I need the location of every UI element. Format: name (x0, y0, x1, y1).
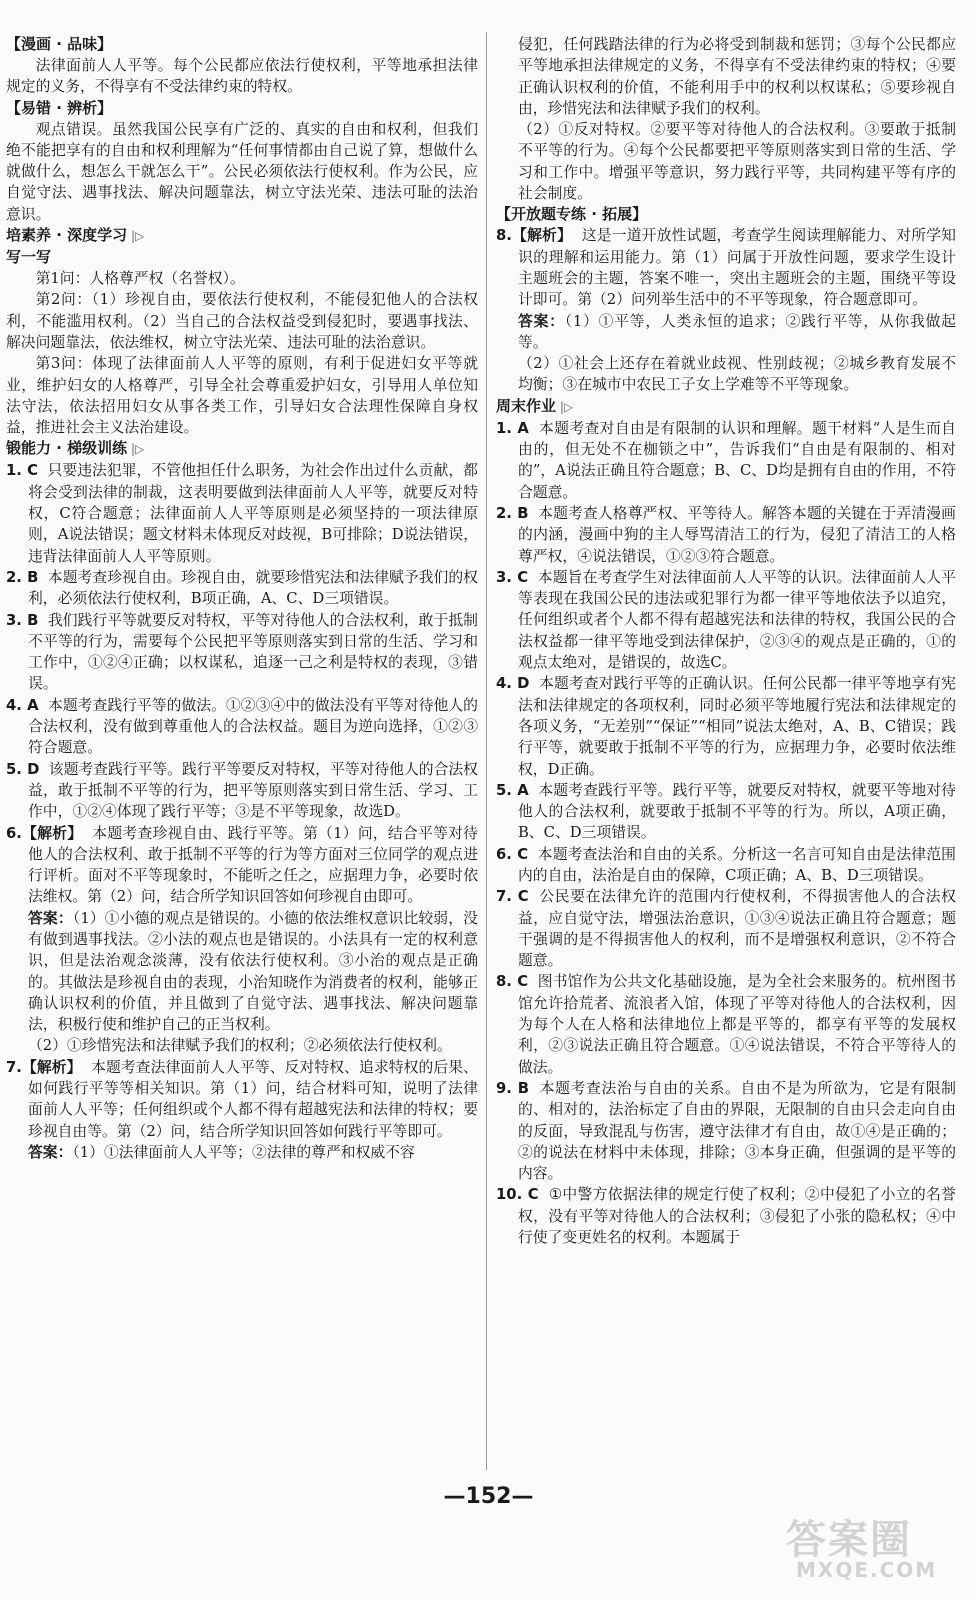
section-title (496, 396, 956, 418)
left-column (6, 34, 478, 1163)
answer-number: 2. B (496, 504, 529, 522)
paragraph: 第3问：体现了法律面前人人平等的原则，有利于促进妇女平等就业，维护妇女的人格尊严，引导全社会尊重爱护妇女，引导用人单位知法守法，依法招用妇女从事各类工作，引导妇女合法理性保障自身权益，推进社会主义法治建设。 (6, 355, 478, 437)
answer-text: 本题考查法治与自由的关系。自由不是为所欲为，它是有限制的、相对的，法治标定了自由的界限，无限制的自由只会走向自由的反面，导致混乱与伤害，遵守法律才有自由，故①④是正确的；②的说法在材料中未体现，排除；③本身正确，但强调的是平等的内容。 (518, 1079, 956, 1183)
answer-detail: 答案：（1）①法律面前人人平等；②法律的尊严和权威不容 (28, 1143, 415, 1161)
section-heading: 【漫画 · 品味】 (6, 35, 113, 53)
answer-text: 本题旨在考查学生对法律面前人人平等的认识。法律面前人人平等表现在我国公民的违法或犯罪行为都一律平等地依法予以追究，任何组织或者个人都不得有超越宪法和法律的特权，我国公民的合法权益都一律平等地受到法律保护，②③④的观点是正确的，①的观点太绝对，是错误的，故选C。 (518, 568, 956, 672)
watermark-url: MXQE.COM (796, 1558, 938, 1582)
answer-item (6, 610, 478, 695)
paragraph: 第2问：（1）珍视自由，要依法行使权利，不能侵犯他人的合法权利，不能滥用权利。（2）当自己的合法权益受到侵犯时，要遇事找法、解决问题靠法，依法维权，树立守法光荣、违法可耻的法治意识。 (6, 291, 478, 351)
answer-detail: 侵犯，任何践踏法律的行为必将受到制裁和惩罚；③每个公民都应平等地承担法律规定的义务，不得享有不受法律约束的特权；④要正确认识权利的价值，不能利用手中的权利以权谋私；⑤要珍视自由，珍惜宪法和法律赋予我们的权利。 (518, 36, 956, 117)
answer-item (6, 695, 478, 759)
answer-number: 4. D (496, 675, 530, 693)
answer-item (496, 503, 956, 567)
answer-number: 3. C (496, 568, 529, 586)
column-divider (486, 32, 487, 1470)
paragraph: 法律面前人人平等。每个公民都应依法行使权利，平等地承担法律规定的义务，不得享有不受法律约束的特权。 (6, 57, 478, 96)
arrow-icon: |▷ (556, 399, 574, 414)
answer-text: 只要违法犯罪，不管他担任什么职务，为社会作出过什么贡献，都将会受到法律的制裁，这表明要做到法律面前人人平等，就要反对特权，C符合题意；法律面前人人平等原则是必须坚持的一项法律原则，A说法错误；题文材料未体现反对歧视，B可排除；D说法错误，违背法律面前人人平等原则。 (28, 462, 478, 565)
answer-text: 本题考查对践行平等的正确认识。任何公民都一律平等地享有宪法和法律规定的各项权利，同时必须平等地履行宪法和法律规定的各项义务，“无差别”“保证”“相同”说法太绝对，A、B、C错误；践行平等，就要敢于抵制不平等的行为，应据理力争，必要时依法维权，D正确。 (518, 675, 956, 778)
answer-item (496, 673, 956, 779)
answer-text: 本题考查人格尊严权、平等待人。解答本题的关键在于弄清漫画的内涵，漫画中狗的主人辱骂清洁工的行为，侵犯了清洁工的人格尊严权，④说法错误，①②③符合题意。 (518, 504, 956, 565)
watermark-logo (782, 1508, 954, 1590)
paragraph: 第1问：人格尊严权（名誉权）。 (35, 270, 245, 288)
answer-item (496, 418, 956, 503)
answer-item (6, 1057, 478, 1142)
answer-text: 本题考查法治和自由的关系。分析这一名言可知自由是法律范围内的自由，法治是自由的保障，C项正确；A、B、D三项错误。 (518, 845, 956, 884)
answer-number: 9. B (496, 1079, 529, 1097)
answer-text: 本题考查对自由是有限制的认识和理解。题干材料“人是生而自由的，但无处不在枷锁之中”，告诉我们“自由是有限制的、相对的”，A说法正确且符合题意；B、C、D均是拥有自由的作用，不符合题意。 (518, 419, 956, 501)
answer-number: 8. C (496, 973, 529, 991)
answer-number: 6.【解析】 (6, 824, 83, 842)
answer-item (496, 886, 956, 971)
section-title-text: 周末作业 (496, 396, 557, 415)
answer-number: 7.【解析】 (6, 1058, 82, 1076)
section-title-text: 培素养 · 深度学习 (6, 226, 128, 245)
answer-text: 本题考查珍视自由、践行平等。第（1）问，结合平等对待他人的合法权利、敢于抵制不平等的行为等方面对三位同学的观点进行评析。面对不平等现象时，不能听之任之，应据理力争，必要时依法维权。第（2）问，结合所学知识回答如何珍视自由即可。 (28, 824, 478, 906)
answer-text: ①中警方依据法律的规定行使了权利；②中侵犯了小立的名誉权，没有平等对待他人的合法权利；③侵犯了小张的隐私权；④中行使了变更姓名的权利。本题属于 (518, 1186, 956, 1247)
section-heading: 【开放题专练 · 拓展】 (496, 205, 648, 224)
section-title (6, 225, 478, 247)
paragraph: 观点错误。虽然我国公民享有广泛的、真实的自由和权利，但我们绝不能把享有的自由和权利理解为“任何事情都由自己说了算，想做什么就做什么，想怎么干就怎么干”。公民必须依法行使权利。作为公民，应自觉守法、遇事找法、解决问题靠法，树立守法光荣、违法可耻的法治意识。 (6, 120, 478, 223)
answer-number: 1. C (6, 462, 38, 480)
answer-text: 公民要在法律允许的范围内行使权利，不得损害他人的合法权益，应自觉守法，增强法治意识，①③④说法正确且符合题意；题干强调的是不得损害他人的权利，而不是增强权利意识，②不符合题意。 (518, 888, 956, 970)
answer-item (6, 759, 478, 823)
section-title (6, 438, 478, 460)
answer-text: 本题考查践行平等。践行平等，就要反对特权，就要平等地对待他人的合法权利，就要敢于抵制不平等的行为。所以，A项正确，B、C、D三项错误。 (518, 781, 956, 842)
answer-text: 我们践行平等就要反对特权，平等对待他人的合法权利，敢于抵制不平等的行为，需要每个公民把平等原则落实到日常的生活、学习和工作中，①②④正确；以权谋私，追逐一己之利是特权的表现，③错误。 (28, 611, 478, 693)
answer-text: 本题考查珍视自由。珍视自由，就要珍惜宪法和法律赋予我们的权利，必须依法行使权利，B项正确，A、C、D三项错误。 (28, 568, 478, 608)
answer-text: 本题考查法律面前人人平等、反对特权、追求特权的后果、如何践行平等等相关知识。第（1）问，结合材料可知，说明了法律面前人人平等；任何组织或个人都不得有超越宪法和法律的特权；要珍视自由等。第（2）问，结合所学知识回答如何践行平等即可。 (28, 1058, 478, 1140)
answer-item (496, 844, 956, 887)
answer-detail: 答案：（1）①小德的观点是错误的。小德的依法维权意识比较弱，没有做到遇事找法。②小法的观点也是错误的。小法具有一定的权利意识，但是法治观念淡薄，没有依法行使权利。③小治的观点是正确的。其做法是珍视自由的表现，小治知晓作为消费者的权利，能够正确认识权利的价值，并且做到了自觉守法、遇事找法、解决问题靠法，积极行使和维护自己的正当权利。 (28, 909, 478, 1034)
answer-item (496, 1078, 956, 1184)
answer-number: 1. A (496, 419, 529, 437)
answer-number: 3. B (6, 611, 39, 629)
section-heading: 写一写 (6, 248, 52, 267)
answer-detail: （2）①珍惜宪法和法律赋予我们的权利；②必须依法行使权利。 (28, 1037, 452, 1055)
answer-item (496, 1184, 956, 1248)
answer-number: 5. D (6, 760, 40, 778)
answer-item (6, 823, 478, 908)
answer-detail: 答案：（1）①平等，人类永恒的追求；②践行平等，从你我做起等。 (518, 312, 956, 351)
arrow-icon: |▷ (127, 229, 145, 244)
answer-number: 2. B (6, 568, 39, 586)
section-title-text: 锻能力 · 梯级训练 (6, 439, 128, 458)
answer-detail: （2）①社会上还存在着就业歧视、性别歧视；②城乡教育发展不均衡；③在城市中农民工子女上学难等不平等现象。 (518, 355, 956, 394)
section-heading: 【易错 · 辨析】 (6, 98, 113, 117)
answer-text: 该题考查践行平等。践行平等要反对特权，平等对待他人的合法权益，敢于抵制不平等的行为，把平等原则落实到日常生活、学习、工作中，①②④体现了践行平等；③是不平等现象，故选D。 (28, 760, 478, 821)
answer-item (496, 780, 956, 844)
answer-number: 10. C (496, 1186, 539, 1204)
answer-text: 图书馆作为公共文化基础设施，是为全社会来服务的。杭州图书馆允许拾荒者、流浪者入馆，体现了平等对待他人的合法权利，因为每个人在人格和法律地位上都是平等的，都享有平等的发展权利，②③说法正确且符合题意。①④说法错误，不符合平等待人的做法。 (518, 973, 956, 1076)
answer-item (496, 225, 956, 310)
page-number: —152— (443, 1484, 534, 1509)
answer-number: 5. A (496, 781, 529, 799)
watermark-text: 答案圈 (786, 1517, 912, 1563)
answer-text: 本题考查践行平等的做法。①②③④中的做法没有平等对待他人的合法权利，没有做到尊重他人的合法权益。题目为逆向选择，①②③符合题意。 (28, 696, 478, 757)
answer-item (6, 567, 478, 610)
answer-detail: （2）①反对特权。②要平等对待他人的合法权利。③要敢于抵制不平等的行为。④每个公民都要把平等原则落实到日常的生活、学习和工作中。增强平等意识，努力践行平等，共同构建平等有序的社会制度。 (518, 121, 956, 203)
answer-text: 这是一道开放性试题，考查学生阅读理解能力、对所学知识的理解和运用能力。第（1）问属于开放性问题，要求学生设计主题班会的主题，答案不唯一，突出主题班会的主题，围绕平等设计即可。第（2）问列举生活中的不平等现象，符合题意即可。 (518, 227, 956, 309)
answer-number: 8.【解析】 (496, 227, 572, 245)
answer-number: 7. C (496, 888, 529, 906)
answer-number: 6. C (496, 845, 529, 863)
answer-item (6, 460, 478, 566)
answer-item (496, 971, 956, 1077)
arrow-icon: |▷ (127, 442, 145, 457)
answer-item (496, 567, 956, 673)
answer-number: 4. A (6, 696, 39, 714)
right-column (496, 34, 956, 1248)
